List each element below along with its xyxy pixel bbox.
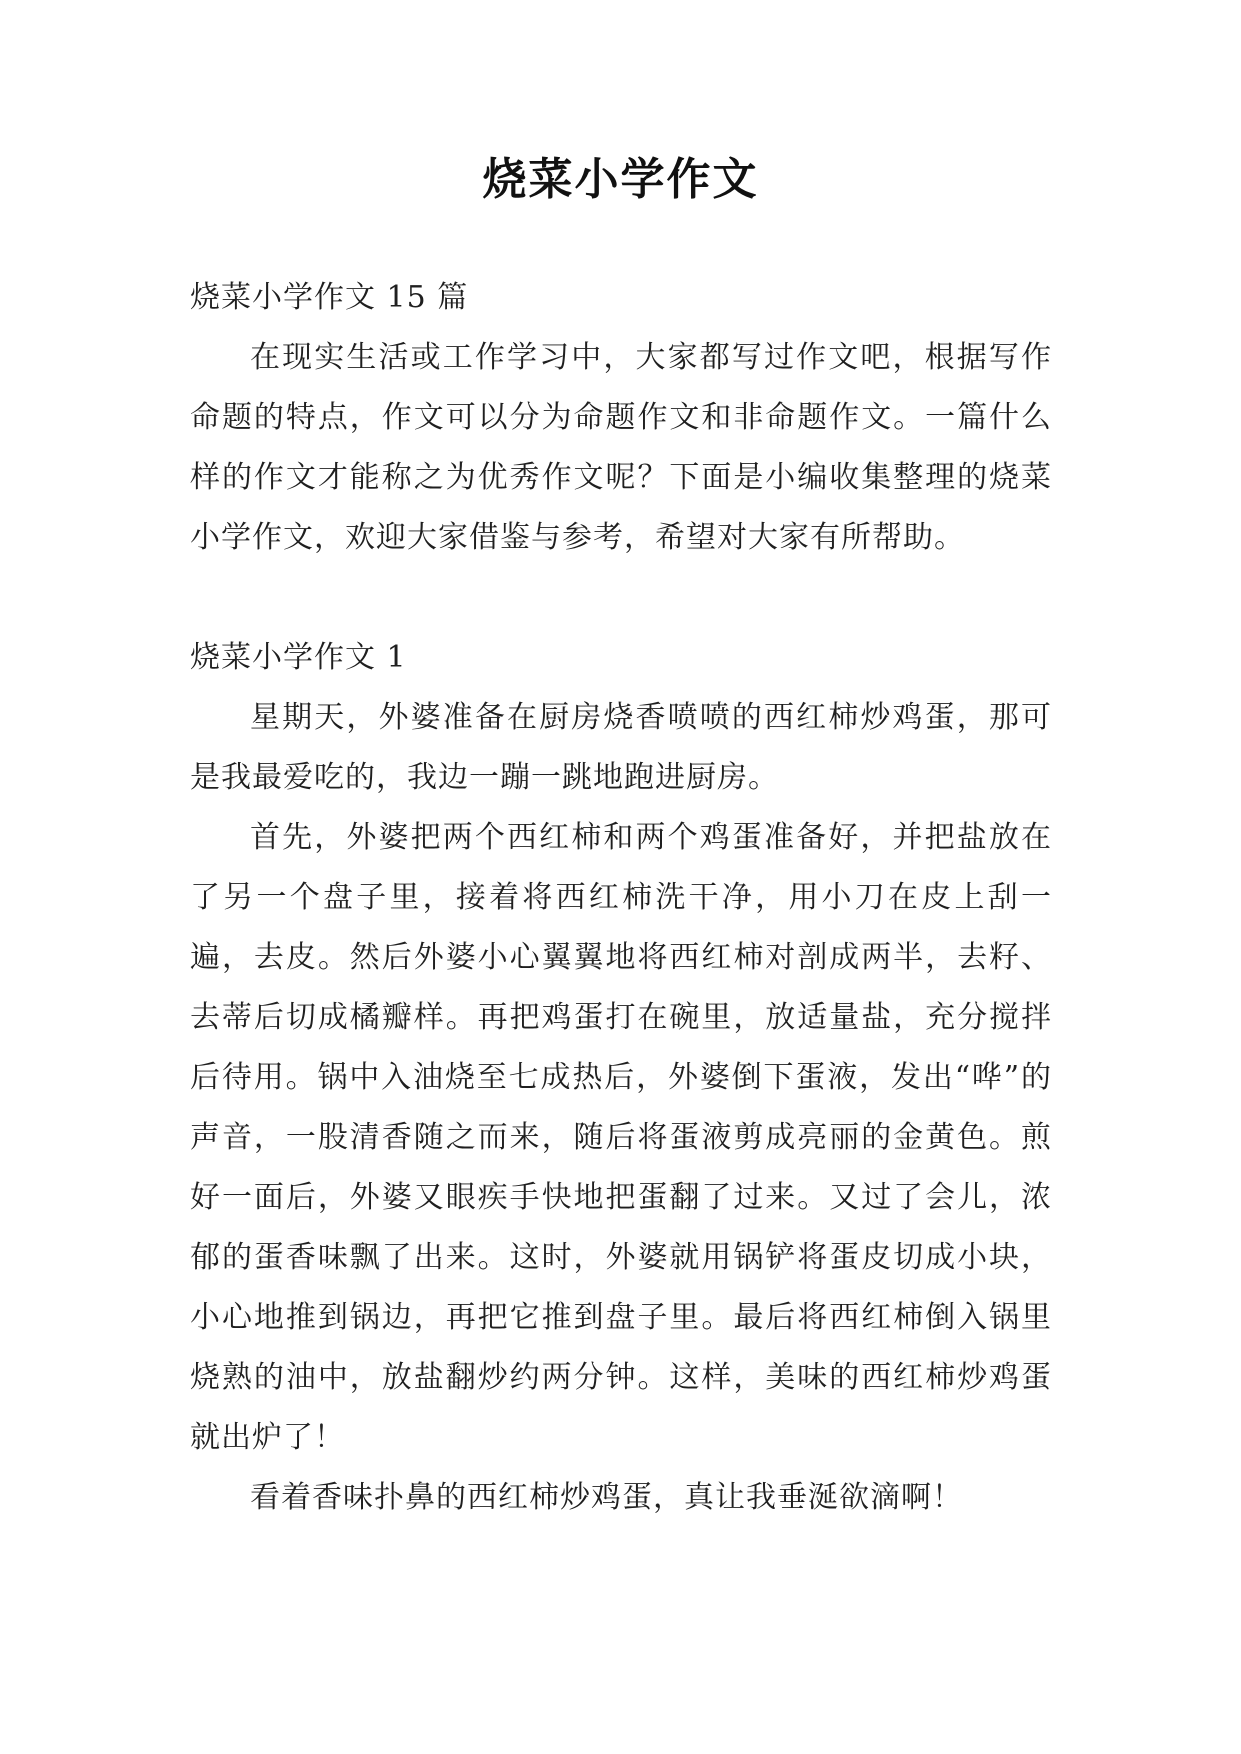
essay-1-paragraph: 看着香味扑鼻的西红柿炒鸡蛋，真让我垂涎欲滴啊！	[250, 1480, 963, 1515]
document-body	[190, 268, 1052, 1528]
essay-1-heading: 烧菜小学作文 1	[190, 640, 407, 675]
intro-paragraph: 在现实生活或工作学习中，大家都写过作文吧，根据写作命题的特点，作文可以分为命题作文和非命题作文。一篇什么样的作文才能称之为优秀作文呢？下面是小编收集整理的烧菜小学作文，欢迎大家借鉴与参考，希望对大家有所帮助。	[190, 340, 1052, 555]
essay-1-paragraph: 首先，外婆把两个西红柿和两个鸡蛋准备好，并把盐放在了另一个盘子里，接着将西红柿洗干净，用小刀在皮上刮一遍，去皮。然后外婆小心翼翼地将西红柿对剖成两半，去籽、去蒂后切成橘瓣样。再把鸡蛋打在碗里，放适量盐，充分搅拌后待用。锅中入油烧至七成热后，外婆倒下蛋液，发出“哗”的声音，一股清香随之而来，随后将蛋液剪成亮丽的金黄色。煎好一面后，外婆又眼疾手快地把蛋翻了过来。又过了会儿，浓郁的蛋香味飘了出来。这时，外婆就用锅铲将蛋皮切成小块，小心地推到锅边，再把它推到盘子里。最后将西红柿倒入锅里烧熟的油中，放盐翻炒约两分钟。这样，美味的西红柿炒鸡蛋就出炉了！	[190, 820, 1052, 1455]
intro-heading: 烧菜小学作文 15 篇	[190, 280, 469, 315]
essay-1-paragraph: 星期天，外婆准备在厨房烧香喷喷的西红柿炒鸡蛋，那可是我最爱吃的，我边一蹦一跳地跑进厨房。	[190, 700, 1052, 795]
document-title: 烧菜小学作文	[482, 154, 759, 205]
section-gap	[190, 568, 1052, 628]
